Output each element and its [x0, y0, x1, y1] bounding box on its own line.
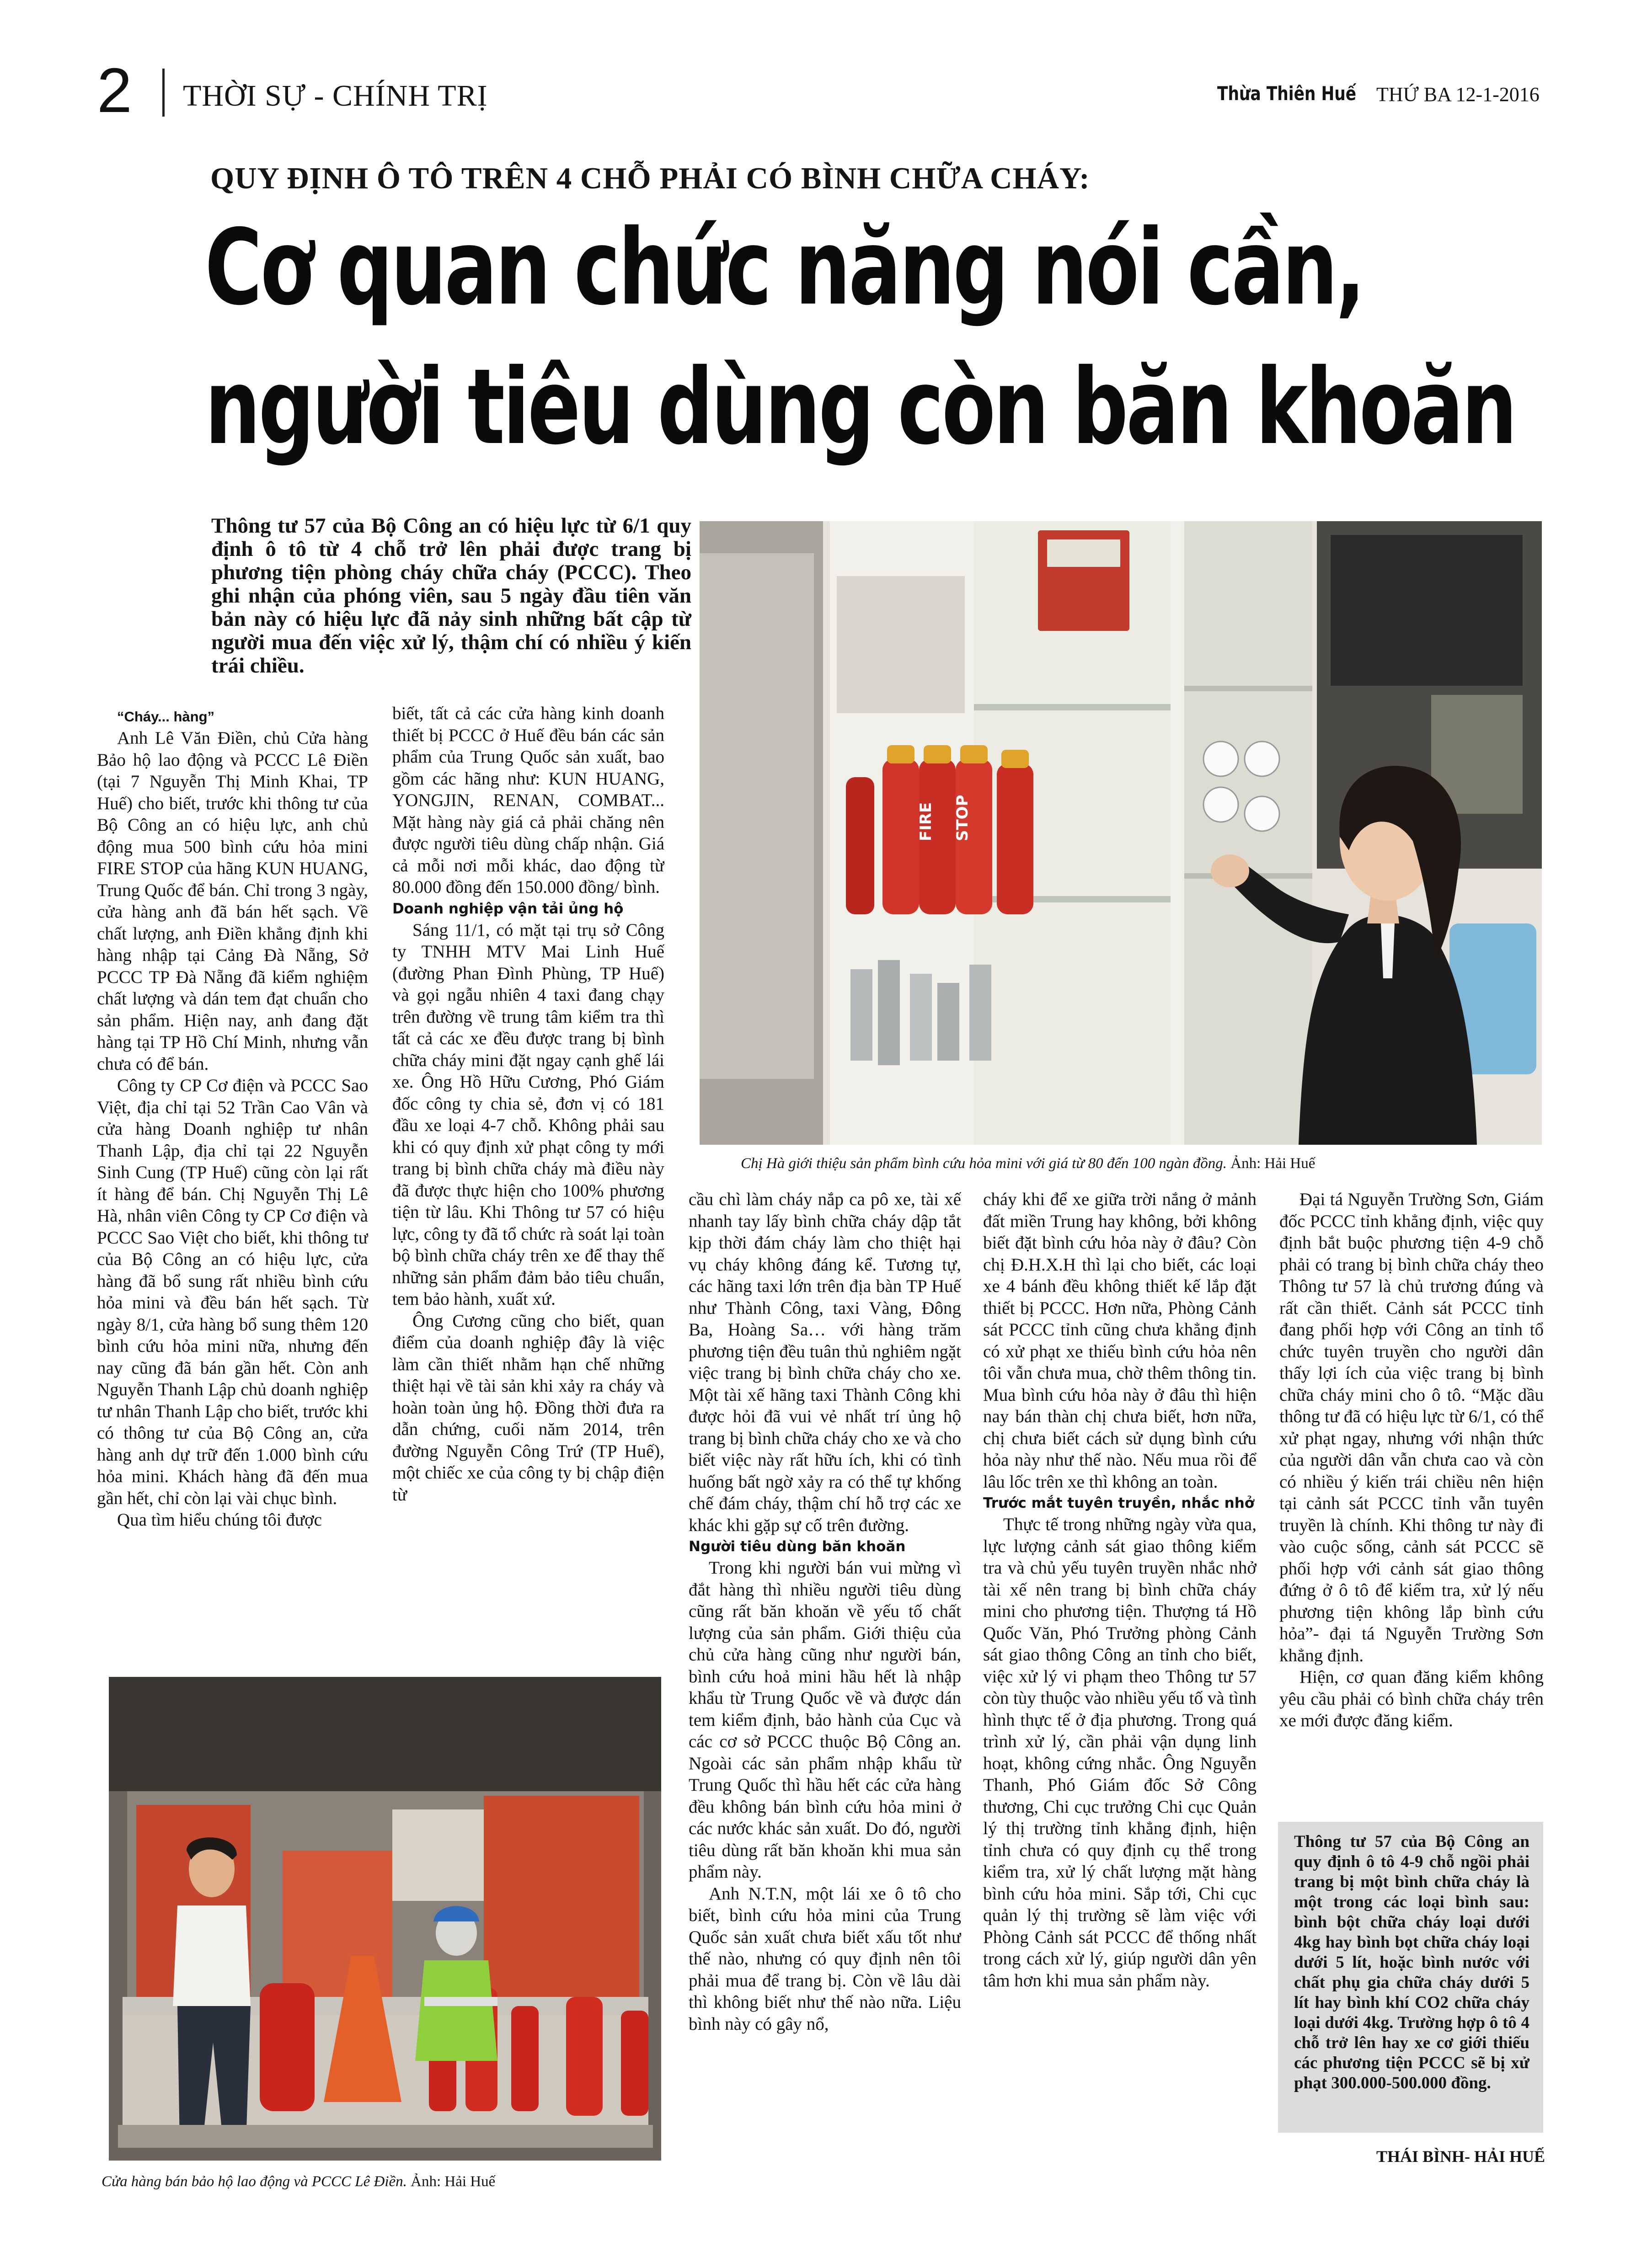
- photo-fire-extinguisher-shop: [700, 521, 1542, 1145]
- paper-name: Thừa Thiên Huế: [1217, 82, 1357, 105]
- col2-paragraph-1: biết, tất cả các cửa hàng kinh doanh thiết bị PCCC ở Huế đều bán các sản phẩm của Trung Quốc sản xuất, bao gồm các hãng như: KUN HUANG, YONGJIN, RENAN, COMBAT... Mặt hàng này giá cả phải chăng nên được người tiêu dùng chấp nhận. Giá cả mỗi nơi mỗi khác, dao động từ 80.000 đồng đến 150.000 đồng/ bình.: [392, 704, 664, 897]
- col1-paragraph-3: Qua tìm hiểu chúng tôi được: [117, 1510, 322, 1530]
- column-5: [1279, 1189, 1544, 1815]
- col2-paragraph-3: Ông Cương cũng cho biết, quan điểm của doanh nghiệp đây là việc làm cần thiết nhằm hạn chế những thiệt hại về tài sản khi xảy ra cháy và hoàn toàn ủng hộ. Đồng thời đưa ra dẫn chứng, cuối năm 2014, trên đường Nguyễn Công Trứ (TP Huế), một chiếc xe của công ty bị chập điện từ: [392, 1311, 664, 1505]
- column-1: [97, 706, 368, 1653]
- subhead-doanh-nghiep: Doanh nghiệp vận tải ủng hộ: [392, 900, 624, 917]
- column-4: [983, 1189, 1257, 2172]
- col5-paragraph-2: Hiện, cơ quan đăng kiểm không yêu cầu phải có bình chữa cháy trên xe mới được đăng kiểm.: [1279, 1667, 1544, 1730]
- photo1-caption-text: Chị Hà giới thiệu sản phẩm bình cứu hỏa mini với giá từ 80 đến 100 ngàn đồng.: [741, 1155, 1227, 1172]
- issue-date: THỨ BA 12-1-2016: [1376, 83, 1540, 106]
- photo2-caption: [102, 2172, 495, 2191]
- column-3: [689, 1189, 961, 2172]
- photo1-credit: Ảnh: Hải Huế: [1230, 1155, 1315, 1172]
- photo-store-front: [109, 1677, 661, 2161]
- section-title: THỜI SỰ - CHÍNH TRỊ: [183, 79, 488, 112]
- regulation-box-text: Thông tư 57 của Bộ Công an quy định ô tô 4-9 chỗ ngồi phải trang bị một bình chữa cháy là một trong các loại bình sau: bình bột chữa cháy loại dưới 4kg hay bình bọt chữa cháy loại dưới 5 lít, hoặc bình nước với chất phụ gia chữa cháy dưới 5 lít hay bình khí CO2 chữa cháy loại dưới 4kg. Trường hợp ô tô 4 chỗ trở lên hay xe cơ giới thiếu các phương tiện PCCC sẽ bị xử phạt 300.000-500.000 đồng.: [1294, 1832, 1529, 2092]
- col3-paragraph-2: Trong khi người bán vui mừng vì đắt hàng thì nhiều người tiêu dùng cũng rất băn khoăn về yếu tố chất lượng của sản phẩm. Giới thiệu của chủ cửa hàng cũng như người bán, bình cứu hoả mini hầu hết là nhập khẩu từ Trung Quốc về và được dán tem kiểm định, bảo hành của Cục và các cơ sở PCCC thuộc Bộ Công an. Ngoài các sản phẩm nhập khẩu từ Trung Quốc thì hầu hết các cửa hàng đều không bán bình cứu hỏa mini ở các nước khác sản xuất. Do đó, người tiêu dùng rất băn khoăn khi mua sản phẩm này.: [689, 1558, 961, 1882]
- subhead-tuyen-truyen: Trước mắt tuyên truyền, nhắc nhở: [983, 1495, 1255, 1511]
- col2-paragraph-2: Sáng 11/1, có mặt tại trụ sở Công ty TNHH MTV Mai Linh Huế (đường Phan Đình Phùng, TP Huế) và gọi ngẫu nhiên 4 taxi đang chạy trên đường về trung tâm kiểm tra thì tất cả các xe đều được trang bị bình chữa cháy mini đặt ngay cạnh ghế lái xe. Ông Hồ Hữu Cương, Phó Giám đốc công ty chia sẻ, đơn vị có 181 đầu xe loại 4-7 chỗ. Không phải sau khi có quy định xử phạt công ty mới trang bị bình chữa cháy mà điều này đã được thực hiện cho 100% phương tiện từ lâu. Khi Thông tư 57 có hiệu lực, công ty đã tổ chức rà soát lại toàn bộ bình chữa cháy trên xe để thay thế những sản phẩm đảm bảo tiêu chuẩn, tem bảo hành, xuất xứ.: [392, 920, 664, 1309]
- header-divider: [162, 69, 165, 117]
- metal-nozzles: [850, 960, 991, 1065]
- headline-line-1: Cơ quan chức năng nói cần,: [205, 207, 1364, 328]
- col5-paragraph-1: Đại tá Nguyễn Trường Sơn, Giám đốc PCCC tỉnh khẳng định, việc quy định bắt buộc phương tiện 4-9 chỗ phải có trang bị bình chữa cháy theo Thông tư 57 là chủ trương đúng và rất cần thiết. Cảnh sát PCCC tỉnh đang phối hợp với Công an tỉnh tổ chức tuyên truyền cho người dân thấy lợi ích của việc trang bị bình chữa cháy mini cho ô tô. “Mặc dầu thông tư đã có hiệu lực từ 6/1, có thể xử phạt ngay, nhưng với nhận thức của người dân vẫn chưa cao và còn có nhiều ý kiến trái chiều nên hiện tại cảnh sát PCCC tỉnh vẫn tuyên truyền là chính. Khi thông tư này đi vào cuộc sống, cảnh sát PCCC sẽ phối hợp với cảnh sát giao thông đứng ở ô tô để kiểm tra, xử lý nếu phương tiện không lắp bình cứu hỏa”- đại tá Nguyễn Trường Sơn khẳng định.: [1279, 1190, 1544, 1665]
- column-2: [392, 703, 664, 1654]
- col3-paragraph-1: cầu chì làm cháy nắp ca pô xe, tài xế nhanh tay lấy bình chữa cháy dập tắt kịp thời đám cháy làm cho thiệt hại vụ cháy không đáng kể. Tương tự, các hãng taxi lớn trên địa bàn TP Huế như Thành Công, taxi Vàng, Đông Ba, Hoàng Sa… với hàng trăm phương tiện đều tuân thủ nghiêm ngặt việc trang bị bình chữa cháy cho xe. Một tài xế hãng taxi Thành Công khi được hỏi đã vui vẻ nhất trí ủng hộ trang bị bình chữa cháy cho xe và cho biết việc này rất hữu ích, khi có tình huống bất ngờ xảy ra có thể tự khống chế đám cháy, thậm chí hỗ trợ các xe khác khi gặp sự cố trên đường.: [689, 1190, 961, 1535]
- subhead-chay-hang: “Cháy... hàng”: [117, 709, 215, 725]
- lead-paragraph: Thông tư 57 của Bộ Công an có hiệu lực từ 6/1 quy định ô tô từ 4 chỗ trở lên phải được trang bị phương tiện phòng cháy chữa cháy (PCCC). Theo ghi nhận của phóng viên, sau 5 ngày đầu tiên văn bản này có hiệu lực đã nảy sinh những bất cập từ người mua đến việc xử lý, thậm chí có nhiều ý kiến trái chiều.: [211, 514, 691, 678]
- byline: THÁI BÌNH- HẢI HUẾ: [1376, 2147, 1545, 2166]
- col4-paragraph-1: cháy khi để xe giữa trời nắng ở mảnh đất miền Trung hay không, bởi không biết đặt bình cứu hỏa này ở đâu? Còn chị Đ.H.X.H thì lại cho biết, các loại xe 4 bánh đều không thiết kế lắp đặt thiết bị PCCC. Hơn nữa, Phòng Cảnh sát PCCC tỉnh cũng chưa khẳng định có xử phạt xe thiếu bình cứu hỏa nên tôi vẫn chưa mua, chờ thêm thông tin. Mua bình cứu hỏa này ở đâu thì hiện nay bán thàn chị chưa biết, hơn nữa, chị chưa biết cách sử dụng bình cứu hỏa này như thế nào. Nếu mua rồi để lâu lốc trên xe thì không an toàn.: [983, 1190, 1257, 1492]
- photo2-credit: Ảnh: Hải Huế: [411, 2173, 496, 2190]
- col1-paragraph-2: Công ty CP Cơ điện và PCCC Sao Việt, địa chỉ tại 52 Trần Cao Vân và cửa hàng Doanh nghiệp tư nhân Thanh Lập, địa chỉ tại 22 Nguyễn Sinh Cung (TP Huế) cũng còn lại rất ít hàng để bán. Chị Nguyễn Thị Lê Hà, nhân viên Công ty CP Cơ điện và PCCC Sao Việt cho biết, khi thông tư của Bộ Công an có hiệu lực, cửa hàng đã bổ sung rất nhiều bình cứu hỏa mini và đều bán hết sạch. Từ ngày 8/1, cửa hàng bổ sung thêm 120 bình cứu hỏa mini nữa, nhưng đến nay cũng đã bán gần hết. Còn anh Nguyễn Thanh Lập chủ doanh nghiệp tư nhân Thanh Lập cho biết, trước khi có thông tư của Bộ Công an, cửa hàng anh dự trữ đến 1.000 bình cứu hỏa mini. Khách hàng đã đến mua gần hết, chỉ còn lại vài chục bình.: [97, 1076, 368, 1508]
- photo1-caption: [741, 1154, 1315, 1173]
- col4-paragraph-2: Thực tế trong những ngày vừa qua, lực lượng cảnh sát giao thông kiểm tra và chủ yếu tuyên truyền nhắc nhở tài xế nên trang bị bình chữa cháy mini cho phương tiện. Thượng tá Hồ Quốc Văn, Phó Trưởng phòng Cảnh sát giao thông Công an tỉnh cho biết, việc xử lý vi phạm theo Thông tư 57 còn tùy thuộc vào nhiều yếu tố và tình hình thực tế ở địa phương. Trong quá trình xử lý, cần phải vận dụng linh hoạt, không cứng nhắc. Ông Nguyễn Thanh, Phó Giám đốc Sở Công thương, Chi cục trưởng Chi cục Quản lý thị trường tỉnh khẳng định, hiện tỉnh chưa có quy định cụ thể trong kiểm tra, xử lý chất lượng mặt hàng bình cứu hỏa mini. Sắp tới, Chi cục quản lý thị trường sẽ làm việc với Phòng Cảnh sát PCCC để thống nhất trong cách xử lý, giúp người dân yên tâm hơn khi mua sản phẩm này.: [983, 1515, 1257, 1991]
- regulation-box: [1278, 1822, 1543, 2133]
- photo2-caption-text: Cửa hàng bán bảo hộ lao động và PCCC Lê Điền.: [102, 2173, 407, 2190]
- subhead-nguoi-tieu-dung: Người tiêu dùng băn khoăn: [689, 1538, 906, 1555]
- fire-label: FIRE: [917, 802, 935, 841]
- headline-line-2: người tiêu dùng còn băn khoăn: [205, 346, 1515, 468]
- col1-paragraph-1: Anh Lê Văn Điền, chủ Cửa hàng Bảo hộ lao động và PCCC Lê Điền (tại 7 Nguyễn Thị Minh Khai, TP Huế) cho biết, trước khi thông tư của Bộ Công an có hiệu lực, anh chủ động mua 500 bình cứu hỏa mini FIRE STOP của hãng KUN HUANG, Trung Quốc để bán. Chỉ trong 3 ngày, cửa hàng anh đã bán hết sạch. Về chất lượng, anh Điền khẳng định khi hàng nhập tại Cảng Đà Nẵng, Sở PCCC TP Đà Nẵng đã kiểm nghiệm chất lượng và dán tem đạt chuẩn cho sản phẩm. Hiện nay, anh đang đặt hàng tại TP Hồ Chí Minh, nhưng vẫn chưa có để bán.: [97, 728, 368, 1074]
- kicker: QUY ĐỊNH Ô TÔ TRÊN 4 CHỖ PHẢI CÓ BÌNH CHỮA CHÁY:: [210, 161, 1090, 195]
- stop-label: STOP: [953, 795, 972, 841]
- col3-paragraph-3: Anh N.T.N, một lái xe ô tô cho biết, bình cứu hỏa mini của Trung Quốc sản xuất chưa biết xấu tốt như thế nào, nhưng có quy định nên tôi phải mua để trang bị. Còn về lâu dài thì không biết như thế nào nữa. Liệu bình này có gây nổ,: [689, 1884, 961, 2034]
- page-number: 2: [97, 55, 132, 126]
